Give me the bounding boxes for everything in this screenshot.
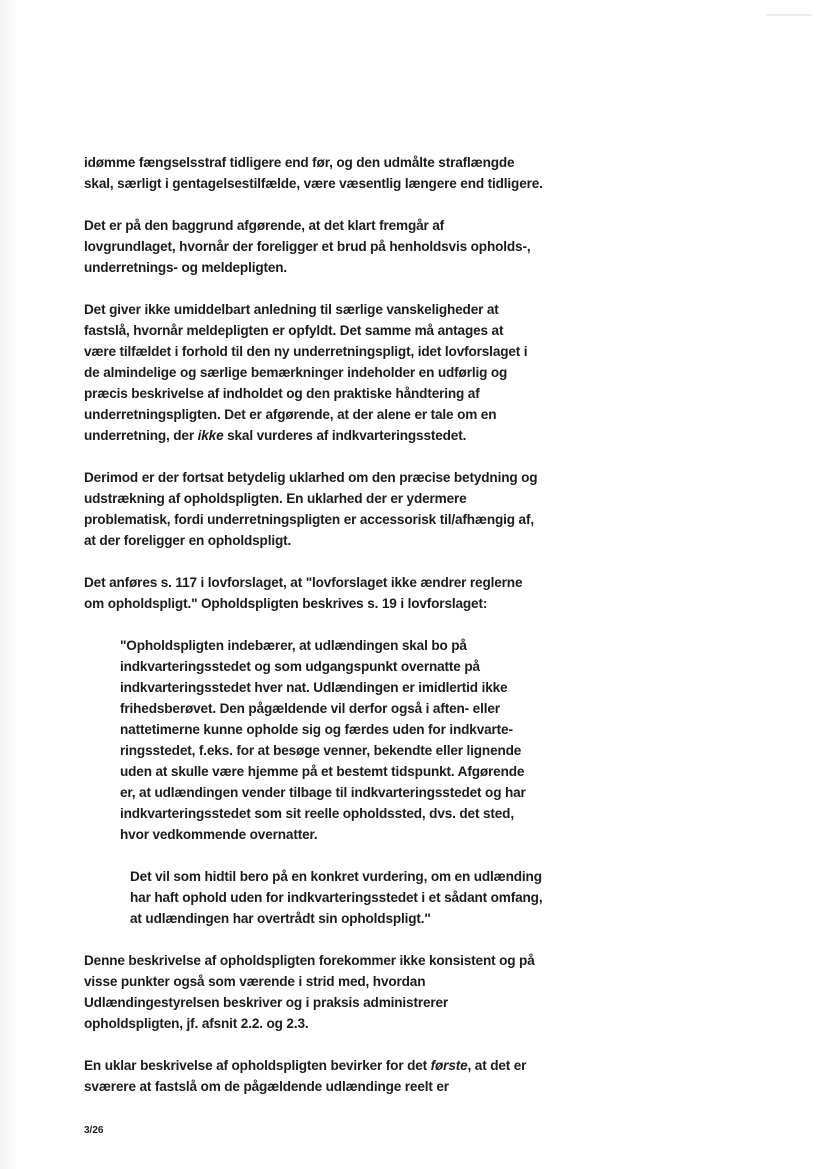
quote-line: indkvarteringsstedet som sit reelle opholdssted, dvs. det sted, [120,806,514,821]
paragraph-line: præcis beskrivelse af indholdet og den praktiske håndtering af [84,386,480,401]
paragraph-line: sværere at fastslå om de pågældende udlændinge reelt er [84,1079,449,1094]
paragraph-line: lovgrundlaget, hvornår der foreligger et brud på henholdsvis opholds-, [84,239,531,254]
paragraph-line: Udlændingestyrelsen beskriver og i praksis administrerer [84,995,449,1010]
paragraph-line [84,426,466,446]
scan-edge-shadow [0,0,18,1169]
quote-line: uden at skulle være hjemme på et bestemt tidspunkt. Afgørende [120,764,525,779]
paragraph-line: fastslå, hvornår meldepligten er opfyldt. Det samme må antages at [84,323,504,338]
paragraph-line: at der foreligger en opholdspligt. [84,533,292,548]
paragraph-line: udstrækning af opholdspligten. En uklarhed der er ydermere [84,491,467,506]
page-number: 3/26 [84,1125,104,1136]
paragraph-line: skal, særligt i gentagelsestilfælde, være væsentlig længere end tidligere. [84,176,543,191]
paragraph-line: opholdspligten, jf. afsnit 2.2. og 2.3. [84,1016,309,1031]
paragraph-line: idømme fængselsstraf tidligere end før, og den udmålte straflængde [84,155,515,170]
text-run: , at det er [467,1058,527,1073]
text-run: underretning, der [84,428,198,443]
paragraph-line: om opholdspligt." Opholdspligten beskrives s. 19 i lovforslaget: [84,596,488,611]
paragraph-line: Det anføres s. 117 i lovforslaget, at "lovforslaget ikke ændrer reglerne [84,575,523,590]
quote-line: indkvarteringsstedet hver nat. Udlændingen er imidlertid ikke [120,680,508,695]
quote-line: ringsstedet, f.eks. for at besøge venner, bekendte eller lignende [120,743,522,758]
paragraph-line: Derimod er der fortsat betydelig uklarhed om den præcise betydning og [84,470,538,485]
quote-line: hvor vedkommende overnatter. [120,827,318,842]
paragraph-line: problematisk, fordi underretningspligten er accessorisk til/afhængig af, [84,512,534,527]
italic-emphasis: første [430,1058,468,1073]
quote-line: nattetimerne kunne opholde sig og færdes uden for indkvarte- [120,722,513,737]
text-run: skal vurderes af indkvarteringsstedet. [223,428,467,443]
italic-emphasis: ikke [197,428,224,443]
paragraph-line: Denne beskrivelse af opholdspligten forekommer ikke konsistent og på [84,953,535,968]
paragraph-line: Det giver ikke umiddelbart anledning til særlige vanskeligheder at [84,302,499,317]
scan-mark [766,14,812,16]
paragraph-line: være tilfældet i forhold til den ny underretningspligt, idet lovforslaget i [84,344,528,359]
text-run: En uklar beskrivelse af opholdspligten bevirker for det [84,1058,431,1073]
paragraph-line [84,1056,526,1076]
quote-line: frihedsberøvet. Den pågældende vil derfor også i aften- eller [120,701,500,716]
paragraph-line: underretningspligten. Det er afgørende, at der alene er tale om en [84,407,497,422]
quote-line: har haft ophold uden for indkvarteringsstedet i et sådant omfang, [130,890,543,905]
paragraph-line: visse punkter også som værende i strid med, hvordan [84,974,426,989]
quote-line: "Opholdspligten indebærer, at udlændingen skal bo på [120,638,467,653]
paragraph-line: de almindelige og særlige bemærkninger indeholder en udførlig og [84,365,508,380]
paragraph-line: Det er på den baggrund afgørende, at det klart fremgår af [84,218,445,233]
paragraph-line: underretnings- og meldepligten. [84,260,288,275]
quote-line: at udlændingen har overtrådt sin opholdspligt." [130,911,431,926]
quote-line: indkvarteringsstedet og som udgangspunkt overnatte på [120,659,480,674]
quote-line: Det vil som hidtil bero på en konkret vurdering, om en udlænding [130,869,542,884]
quote-line: er, at udlændingen vender tilbage til indkvarteringsstedet og har [120,785,526,800]
